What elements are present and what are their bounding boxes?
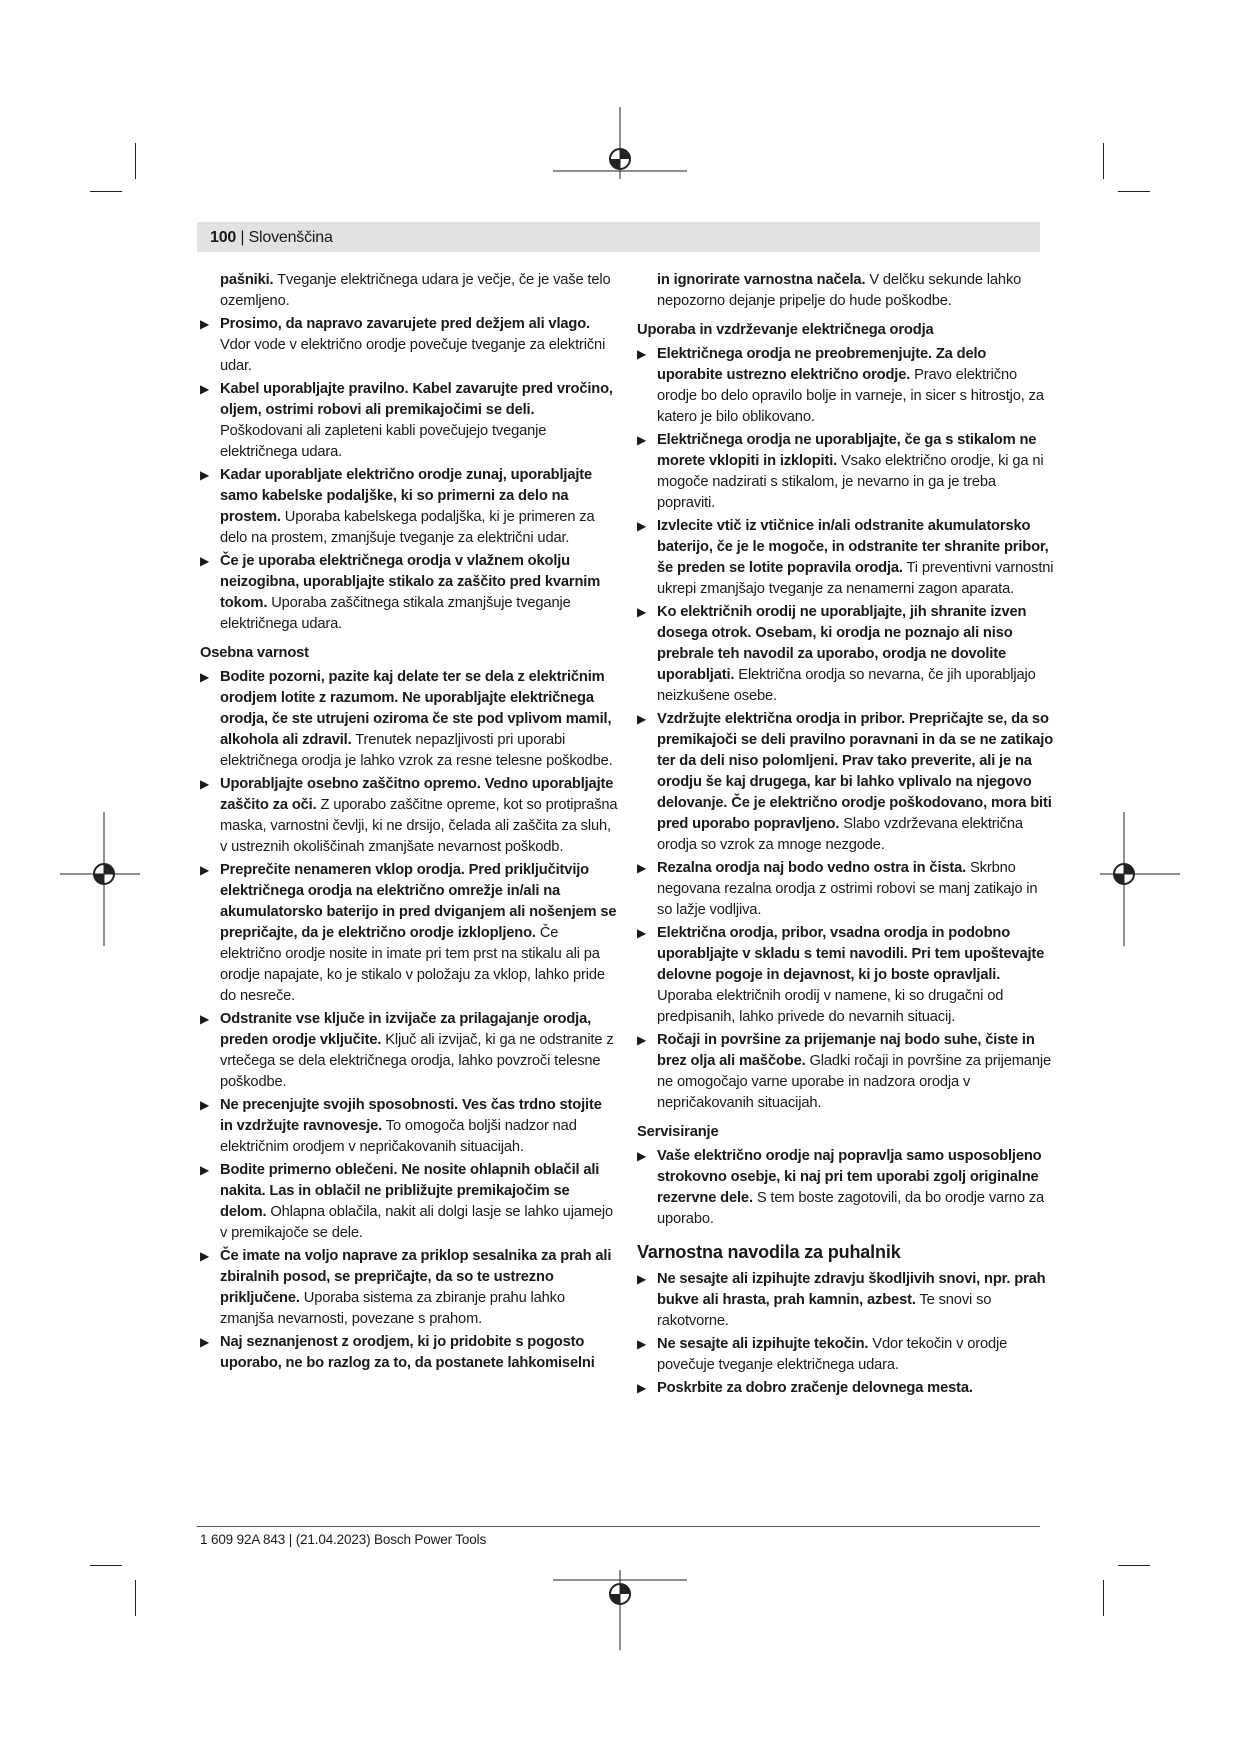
list-item: ▶ Ne sesajte ali izpihujte zdravju škodljivih snovi, npr. prah bukve ali hrasta, prah kamnin, azbest. Te snovi so rakotvorne.: [637, 1271, 1046, 1329]
list-item: ▶ Ne precenjujte svojih sposobnosti. Ves čas trdno stojite in vzdržujte ravnovesje. To omogoča boljši nadzor nad električnim orodjem v nepričakovanih situacijah.: [200, 1097, 602, 1155]
bullet-arrow-icon: ▶: [637, 712, 647, 726]
bullet-arrow-icon: ▶: [200, 1012, 210, 1026]
list-item: ▶ Rezalna orodja naj bodo vedno ostra in čista. Skrbno negovana rezalna orodja z ostrimi robovi se manj zatikajo in so lažje vodljiva.: [637, 860, 1038, 918]
list-item: ▶ Ne sesajte ali izpihujte tekočin. Vdor tekočin v orodje povečuje tveganje električnega udara.: [637, 1336, 1008, 1373]
bullet-arrow-icon: ▶: [637, 861, 647, 875]
bullet-arrow-icon: ▶: [637, 1272, 647, 1286]
crop-mark: [135, 143, 136, 179]
list-item: ▶ Odstranite vse ključe in izvijače za prilagajanje orodja, preden orodje vključite. Ključ ali izvijač, ki ga ne odstranite z vrtečega se dela električnega orodja, lahko povzroči telesne poškodbe.: [200, 1011, 614, 1090]
bullet-arrow-icon: ▶: [200, 1249, 210, 1263]
bullet-arrow-icon: ▶: [637, 1337, 647, 1351]
list-item: ▶ Poskrbite za dobro zračenje delovnega mesta.: [637, 1378, 1055, 1399]
bullet-arrow-icon: ▶: [637, 433, 647, 447]
bullet-arrow-icon: ▶: [200, 670, 210, 684]
crop-mark: [135, 1580, 136, 1616]
page-number: 100: [210, 229, 237, 246]
bullet-arrow-icon: ▶: [637, 1033, 647, 1047]
registration-mark-icon: [1100, 812, 1180, 946]
registration-mark-icon: [60, 812, 140, 946]
bullet-arrow-icon: ▶: [200, 1098, 210, 1112]
bullet-arrow-icon: ▶: [200, 1335, 210, 1349]
list-item: ▶ Če je uporaba električnega orodja v vlažnem okolju neizogibna, uporabljajte stikalo za zaščito pred kvarnim tokom. Uporaba zaščitnega stikala zmanjšuje tveganje električnega udara.: [200, 553, 601, 632]
bullet-arrow-icon: ▶: [200, 777, 210, 791]
bullet-arrow-icon: ▶: [637, 519, 647, 533]
list-item: ▶ Ročaji in površine za prijemanje naj bodo suhe, čiste in brez olja ali maščobe. Gladki ročaji in površine za prijemanje ne omogočajo varne uporabe in nadzora orodja v nepričakovanih situacijah.: [637, 1032, 1051, 1111]
footer-rule: [197, 1526, 1040, 1527]
bullet-arrow-icon: ▶: [200, 863, 210, 877]
bullet-arrow-icon: ▶: [637, 1149, 647, 1163]
continued-paragraph: in ignorirate varnostna načela. V delčku sekunde lahko nepozorno dejanje pripelje do hude poškodbe.: [657, 272, 1022, 309]
list-item: ▶ Električnega orodja ne uporabljajte, če ga s stikalom ne morete vklopiti in izklopiti. Vsako električno orodje, ki ga ni mogoče nadzirati s stikalom, je nevarno in ga je treba popraviti.: [637, 432, 1044, 511]
list-item: ▶ Kabel uporabljajte pravilno. Kabel zavarujte pred vročino, oljem, ostrimi robovi ali premikajočimi se deli. Poškodovani ali zapleteni kabli povečujejo tveganje električnega udara.: [200, 381, 613, 460]
registration-mark-icon: [553, 107, 687, 203]
bullet-arrow-icon: ▶: [200, 554, 210, 568]
bullet-arrow-icon: ▶: [637, 1381, 647, 1395]
section-heading: Osebna varnost: [200, 645, 309, 661]
right-column: [637, 270, 1055, 1401]
bullet-arrow-icon: ▶: [637, 605, 647, 619]
bullet-arrow-icon: ▶: [637, 926, 647, 940]
page-language: Slovenščina: [248, 229, 333, 246]
left-column: [200, 270, 618, 1376]
list-item: ▶ Kadar uporabljate električno orodje zunaj, uporabljajte samo kabelske podaljške, ki so primerni za delo na prostem. Uporaba kabelskega podaljška, ki je primeren za delo na prostem, zmanjšuje tveganje za električni udar.: [200, 467, 595, 546]
bullet-arrow-icon: ▶: [200, 382, 210, 396]
bullet-arrow-icon: ▶: [200, 1163, 210, 1177]
list-item: ▶ Če imate na voljo naprave za priklop sesalnika za prah ali zbiralnih posod, se prepričajte, da so te ustrezno priključene. Uporaba sistema za zbiranje prahu lahko zmanjša nevarnosti, povezane s prahom.: [200, 1248, 612, 1327]
continued-paragraph: pašniki. Tveganje električnega udara je večje, če je vaše telo ozemljeno.: [220, 272, 611, 309]
crop-mark: [90, 191, 122, 192]
list-item: ▶ Vaše električno orodje naj popravlja samo usposobljeno strokovno osebje, ki naj pri tem uporabi zgolj originalne rezervne dele. S tem boste zagotovili, da bo orodje varno za uporabo.: [637, 1148, 1044, 1227]
list-item: ▶ Električna orodja, pribor, vsadna orodja in podobno uporabljajte v skladu s temi navodili. Pri tem upoštevajte delovne pogoje in dejavnost, ki jo boste opravljali. Uporaba električnih orodij v namene, ki so drugačni od predpisanih, lahko privede do nevarnih situacij.: [637, 925, 1045, 1025]
bullet-arrow-icon: ▶: [200, 317, 210, 331]
list-item: ▶ Ko električnih orodij ne uporabljajte, jih shranite izven dosega otrok. Osebam, ki orodja ne poznajo ali niso prebrale teh navodil za uporabo, orodja ne dovolite uporabljati. Električna orodja so nevarna, če jih uporabljajo neizkušene osebe.: [637, 604, 1036, 704]
list-item: ▶ Naj seznanjenost z orodjem, ki jo pridobite s pogosto uporabo, ne bo razlog za to, da postanete lahkomiselni: [200, 1334, 595, 1371]
crop-mark: [90, 1565, 122, 1566]
page-header: 100 | Slovenščina: [210, 229, 333, 246]
bullet-arrow-icon: ▶: [200, 468, 210, 482]
list-item: ▶ Bodite primerno oblečeni. Ne nosite ohlapnih oblačil ali nakita. Las in oblačil ne približujte premikajočim se delom. Ohlapna oblačila, nakit ali dolgi lasje se lahko ujamejo v premikajoče se dele.: [200, 1162, 614, 1241]
registration-mark-icon: [553, 1570, 687, 1650]
list-item: ▶ Vzdržujte električna orodja in pribor. Prepričajte se, da so premikajoči se deli pravilno poravnani in da se ne zatikajo ter da deli niso polomljeni. Prav tako preverite, ali je na orodju še kaj drugega, kar bi lahko vplivalo na njegovo delovanje. Če je električno orodje poškodovano, mora biti pred uporabo popravljeno. Slabo vzdrževana električna orodja so vzrok za mnoge nezgode.: [637, 711, 1054, 853]
crop-mark: [1118, 191, 1150, 192]
crop-mark: [1103, 1580, 1104, 1616]
list-item: ▶ Električnega orodja ne preobremenjujte. Za delo uporabite ustrezno električno orodje. Pravo električno orodje bo delo opravilo bolje in varneje, in sicer s hitrostjo, za katero je bilo oblikovano.: [637, 346, 1044, 425]
section-title: Varnostna navodila za puhalnik: [637, 1242, 901, 1262]
page-footer: 1 609 92A 843 | (21.04.2023) Bosch Power Tools: [200, 1532, 487, 1547]
list-item: ▶ Preprečite nenameren vklop orodja. Pred priključitvijo električnega orodja na električno omrežje in/ali na akumulatorsko baterijo in pred dviganjem ali nošenjem se prepričajte, da je električno orodje izklopljeno. Če električno orodje nosite in imate pri tem prst na stikalu ali pa orodje napajate, ko je stikalo v položaju za vklop, lahko pride do nesreče.: [200, 862, 617, 1004]
section-heading: Uporaba in vzdrževanje električnega orodja: [637, 322, 934, 338]
bullet-arrow-icon: ▶: [637, 347, 647, 361]
list-item: ▶ Bodite pozorni, pazite kaj delate ter se dela z električnim orodjem lotite z razumom. Ne uporabljajte električnega orodja, če ste utrujeni oziroma če ste pod vplivom mamil, alkohola ali zdravil. Trenutek nepazljivosti pri uporabi električnega orodja je lahko vzrok za resne telesne poškodbe.: [200, 669, 613, 769]
list-item: ▶ Izvlecite vtič iz vtičnice in/ali odstranite akumulatorsko baterijo, če je le mogoče, in odstranite ter shranite pribor, še preden se lotite popravila orodja. Ti preventivni varnostni ukrepi zmanjšajo tveganje za nenamerni zagon aparata.: [637, 518, 1054, 597]
crop-mark: [1103, 143, 1104, 179]
list-item: ▶ Prosimo, da napravo zavarujete pred dežjem ali vlago. Vdor vode v električno orodje povečuje tveganje za električni udar.: [200, 316, 606, 374]
crop-mark: [1118, 1565, 1150, 1566]
section-heading: Servisiranje: [637, 1124, 719, 1140]
list-item: ▶ Uporabljajte osebno zaščitno opremo. Vedno uporabljajte zaščito za oči. Z uporabo zaščitne opreme, kot so protiprašna maska, varnostni čevlji, ki ne drsijo, čelada ali zaščita za sluh, v ustreznih okoliščinah zmanjšate nevarnost poškodb.: [200, 776, 618, 855]
